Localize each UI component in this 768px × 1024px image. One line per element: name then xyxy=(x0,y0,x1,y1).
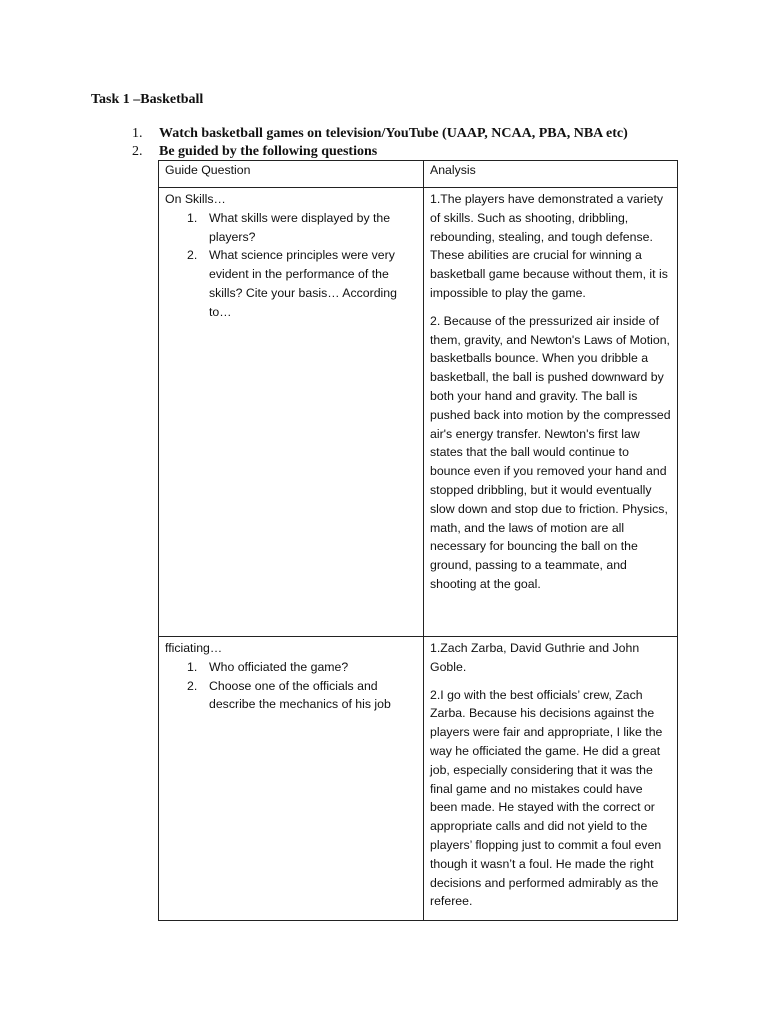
instruction-text: Be guided by the following questions xyxy=(159,144,378,159)
question-item xyxy=(187,677,417,715)
question-number: 2. xyxy=(187,248,198,263)
analysis-paragraph: 2. Because of the pressurized air inside of them, gravity, and Newton's Laws of Motion, basketballs bounce. When you dribble a basketball, the ball is pushed downward by both your hand and gravity. The ball is pushed back into motion by the compressed air's energy transfer. Newton's first law states that the ball would continue to bounce even if you removed your hand and stopped dribbling, but it would eventually slow down and stop due to friction. Physics, math, and the laws of motion are all necessary for bouncing the ball on the ground, passing to a teammate, and shooting at the goal. xyxy=(430,313,671,591)
guide-question-cell xyxy=(159,637,424,921)
analysis-paragraph: 1.Zach Zarba, David Guthrie and John Goble. xyxy=(430,641,640,674)
header-analysis: Analysis xyxy=(424,161,678,188)
instruction-item xyxy=(132,143,692,161)
analysis-paragraph: 1.The players have demonstrated a variety of skills. Such as shooting, dribbling, rebounding, stealing, and tough defense. These abilities are crucial for winning a basketball game because without them, it is impossible to play the game. xyxy=(430,192,668,300)
guide-question-cell xyxy=(159,188,424,637)
question-item xyxy=(187,209,417,247)
table-row xyxy=(159,188,678,637)
table-header-row xyxy=(159,161,678,188)
question-text: What skills were displayed by the players? xyxy=(209,210,391,244)
question-number: 2. xyxy=(187,678,198,693)
question-text: What science principles were very evident in the performance of the skills? Cite your basis… According to… xyxy=(209,248,397,319)
guide-table xyxy=(158,160,678,921)
question-text: Who officiated the game? xyxy=(209,659,349,674)
question-list xyxy=(165,658,417,714)
instruction-number: 1. xyxy=(132,126,143,141)
question-number: 1. xyxy=(187,210,198,225)
question-lead: On Skills… xyxy=(165,192,226,206)
question-text: Choose one of the officials and describe the mechanics of his job xyxy=(209,678,391,712)
instruction-item xyxy=(132,125,692,143)
question-item xyxy=(187,246,417,321)
question-list xyxy=(165,209,417,322)
question-lead: fficiating… xyxy=(165,641,223,655)
instruction-list xyxy=(132,125,692,161)
task-title: Task 1 –Basketball xyxy=(91,92,204,107)
header-guide-question: Guide Question xyxy=(159,161,424,188)
analysis-cell xyxy=(424,637,678,921)
instruction-text: Watch basketball games on television/YouTube (UAAP, NCAA, PBA, NBA etc) xyxy=(159,126,628,141)
analysis-cell xyxy=(424,188,678,637)
question-item xyxy=(187,658,417,677)
table-row xyxy=(159,637,678,921)
analysis-paragraph: 2.I go with the best officials’ crew, Zach Zarba. Because his decisions against the players were fair and appropriate, I like the way he officiated the game. He did a great job, especially considering that it was the final game and no mistakes could have been made. He stayed with the correct or appropriate calls and did not yield to the players’ flopping just to commit a foul even though it wasn’t a foul. He made the right decisions and performed admirably as the referee. xyxy=(430,687,663,909)
instruction-number: 2. xyxy=(132,144,143,159)
question-number: 1. xyxy=(187,659,198,674)
